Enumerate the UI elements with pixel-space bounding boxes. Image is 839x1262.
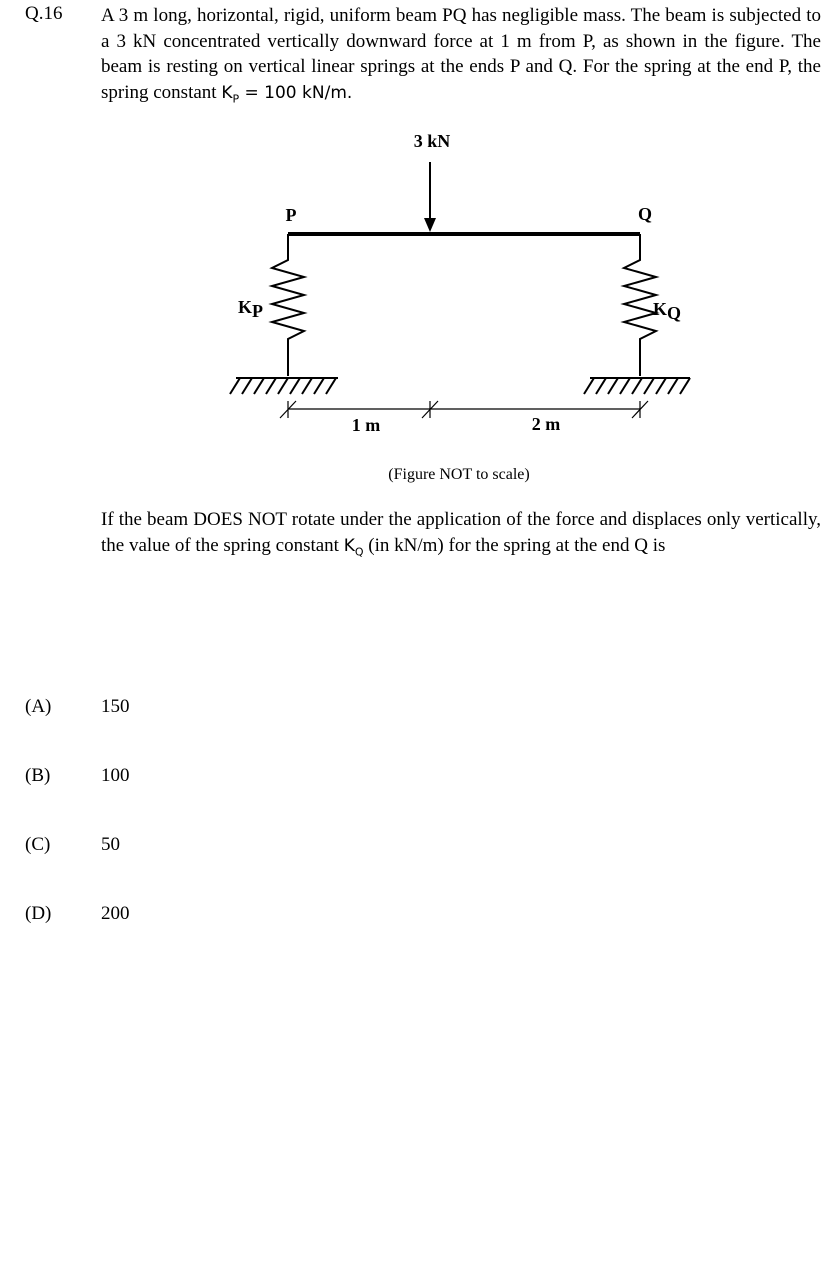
dimension-label-2m: 2 m (531, 414, 561, 434)
force-label: 3 kN (413, 131, 451, 151)
kp-symbol: K (221, 82, 233, 103)
option-c-label[interactable]: (C) (25, 834, 51, 855)
kq-units: (in kN/m) (363, 534, 444, 556)
question-text-part-2a: If the beam DOES NOT rotate under the application of the force and displaces only vertically, the value of the spring constant (101, 509, 821, 556)
spring-p-label: KP (238, 297, 264, 321)
kp-math (221, 83, 352, 103)
option-b-value[interactable]: 100 (101, 765, 130, 786)
kq-math (344, 536, 364, 556)
dimension-label-1m: 1 m (351, 415, 381, 435)
option-a-value[interactable]: 150 (101, 696, 130, 717)
question-prompt (101, 507, 821, 564)
option-b-label[interactable]: (B) (25, 765, 51, 786)
option-d-label[interactable]: (D) (25, 903, 52, 924)
dimension-line (280, 401, 648, 418)
figure-caption: (Figure NOT to scale) (388, 466, 530, 483)
ground-support-q (584, 378, 690, 394)
option-c-value[interactable]: 50 (101, 834, 120, 855)
question-number: Q.16 (25, 3, 63, 24)
kq-symbol: K (343, 535, 355, 556)
question-text-part-1: A 3 m long, horizontal, rigid, uniform beam PQ has negligible mass. The beam is subjected to a 3 kN concentrated vertically downward force at 1 m from P, as shown in the figure. The beam is resting on vertical linear springs at the ends P and Q. For the spring at the end P, the spring constant (101, 5, 821, 103)
force-arrowhead-icon (424, 218, 436, 232)
question-stem (101, 3, 821, 111)
option-d-value[interactable]: 200 (101, 903, 130, 924)
spring-q-label: KQ (653, 299, 682, 323)
question-text-part-2b: for the spring at the end Q is (443, 534, 666, 556)
beam-figure (200, 120, 720, 490)
kp-subscript: P (232, 91, 240, 105)
spring-p (272, 234, 304, 376)
option-a-label[interactable]: (A) (25, 696, 52, 717)
end-q-label: Q (637, 204, 653, 224)
end-p-label: P (285, 205, 297, 225)
kq-subscript: Q (354, 544, 364, 558)
kp-value: = 100 kN/m. (239, 82, 353, 103)
spring-q (624, 234, 656, 376)
ground-support-p (230, 378, 338, 394)
